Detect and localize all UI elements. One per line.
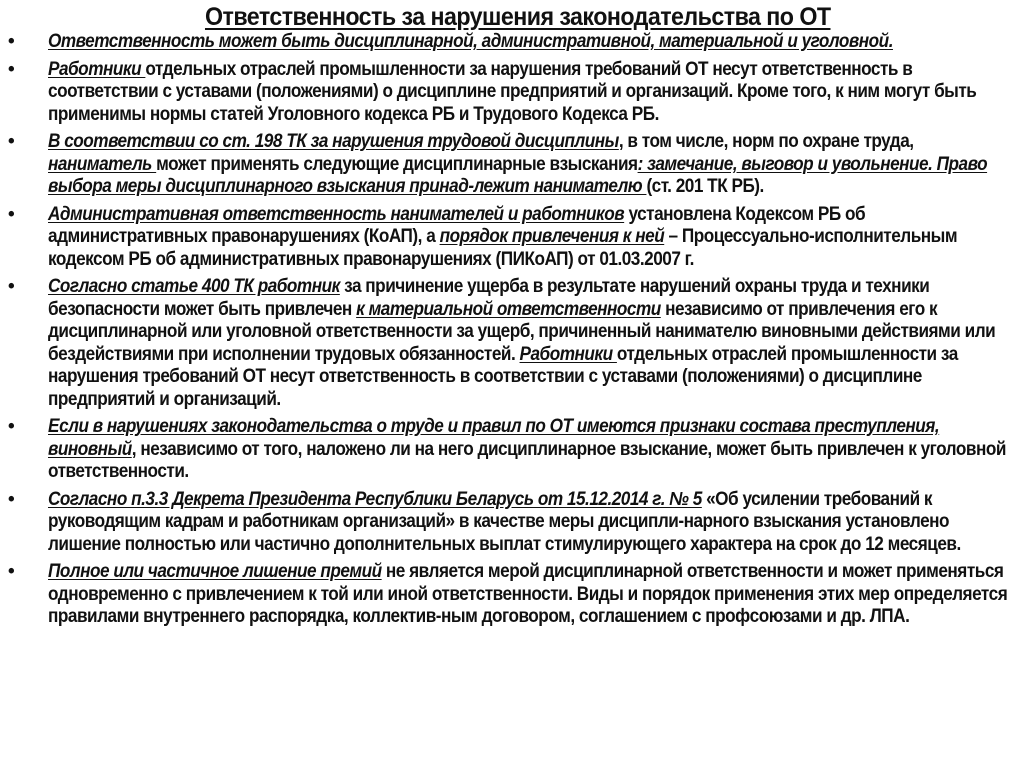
- text-segment: не является мерой дисциплинарной ответственности и может применяться одновременно с привлечением к той или иной ответственности. Виды и порядок применения этих мер определяется правилами внутреннего распорядка, коллектив-ным договором, соглашением с профсоюзами и др. ЛПА.: [48, 561, 1008, 627]
- text-segment: за причинение ущерба в результате нарушений охраны труда и техники безопасности может быть привлечен: [48, 276, 930, 320]
- text-segment: порядок привлечения к ней: [439, 226, 665, 247]
- bullet-icon: •: [8, 131, 15, 152]
- text-segment: Ответственность может быть дисциплинарной, административной, материальной и уголовной.: [48, 31, 893, 52]
- bullet-text: [48, 416, 1016, 484]
- text-segment: Если в нарушениях законодательства о труде и правил по ОТ имеются признаки состава преступления, виновный: [48, 416, 940, 460]
- slide-title: Ответственность за нарушения законодательства по ОТ: [204, 3, 831, 31]
- bullet-item: [0, 131, 1024, 199]
- bullet-icon: •: [8, 31, 15, 52]
- bullet-list: [0, 31, 1024, 634]
- bullet-icon: •: [8, 203, 15, 225]
- text-segment: : замечание, выговор и увольнение. Право выбора меры дисциплинарного взыскания принад-лежит нанимателю: [48, 153, 988, 197]
- bullet-text: [48, 204, 1016, 272]
- bullet-item: [0, 31, 1024, 54]
- text-segment: Работники: [519, 343, 617, 365]
- text-segment: наниматель: [48, 153, 157, 175]
- bullet-item: [0, 276, 1024, 411]
- text-segment: «Об усилении требований к руководящим кадрам и работникам организаций» в качестве меры дисципли-нарного взыскания установлено лишение полностью или частично дополнительных выплат стимулирующего характера на срок до 12 месяцев.: [48, 488, 961, 555]
- bullet-text: [48, 31, 1016, 54]
- text-segment: может применять следующие дисциплинарные взыскания: [156, 153, 638, 175]
- bullet-text: [48, 131, 1016, 199]
- bullet-icon: •: [8, 561, 15, 582]
- text-segment: установлена Кодексом РБ об административных правонарушениях (КоАП), а: [48, 203, 866, 247]
- text-segment: Административная ответственность нанимателей и работников: [48, 203, 625, 225]
- bullet-item: [0, 59, 1024, 127]
- bullet-icon: •: [8, 488, 15, 510]
- text-segment: Согласно статье 400 ТК работник: [48, 276, 340, 297]
- text-segment: Работники: [48, 58, 146, 80]
- text-segment: (ст. 201 ТК РБ).: [646, 176, 764, 197]
- text-segment: – Процессуально-исполнительным кодексом РБ об административных правонарушениях (ПИКоАП) от 01.03.2007 г.: [48, 226, 958, 270]
- text-segment: отдельных отраслей промышленности за нарушения требований ОТ несут ответственность в соответствии с уставами (положениями) о дисциплине предприятий и организаций.: [48, 343, 958, 410]
- bullet-item: [0, 489, 1024, 557]
- text-segment: В соответствии со ст. 198 ТК за нарушения трудовой дисциплины: [48, 131, 619, 152]
- bullet-icon: •: [8, 58, 15, 80]
- bullet-item: [0, 561, 1024, 629]
- text-segment: независимо от привлечения его к дисциплинарной или уголовной ответственности за ущерб, причиненный нанимателю виновными действиями или бездействиями при исполнении трудовых обязанностей.: [48, 298, 996, 365]
- bullet-item: [0, 416, 1024, 484]
- bullet-text: [48, 561, 1016, 629]
- text-segment: , в том числе, норм по охране труда,: [618, 131, 914, 152]
- bullet-text: [48, 276, 1016, 411]
- text-segment: Полное или частичное лишение премий: [48, 561, 382, 582]
- text-segment: к материальной ответственности: [356, 298, 661, 320]
- text-segment: отдельных отраслей промышленности за нарушения требований ОТ несут ответственность в соответствии с уставами (положениями) о дисциплине предприятий и организаций. Кроме того, к ним могут быть применимы нормы статей Уголовного кодекса РБ и Трудового Кодекса РБ.: [48, 58, 977, 125]
- text-segment: , независимо от того, наложено ли на него дисциплинарное взыскание, может быть привлечен к уголовной ответственности.: [48, 438, 1006, 482]
- bullet-text: [48, 59, 1016, 127]
- bullet-icon: •: [8, 416, 15, 437]
- text-segment: Согласно п.3.3 Декрета Президента Республики Беларусь от 15.12.2014 г. № 5: [48, 488, 702, 510]
- bullet-icon: •: [8, 276, 15, 297]
- bullet-item: [0, 204, 1024, 272]
- bullet-text: [48, 489, 1016, 557]
